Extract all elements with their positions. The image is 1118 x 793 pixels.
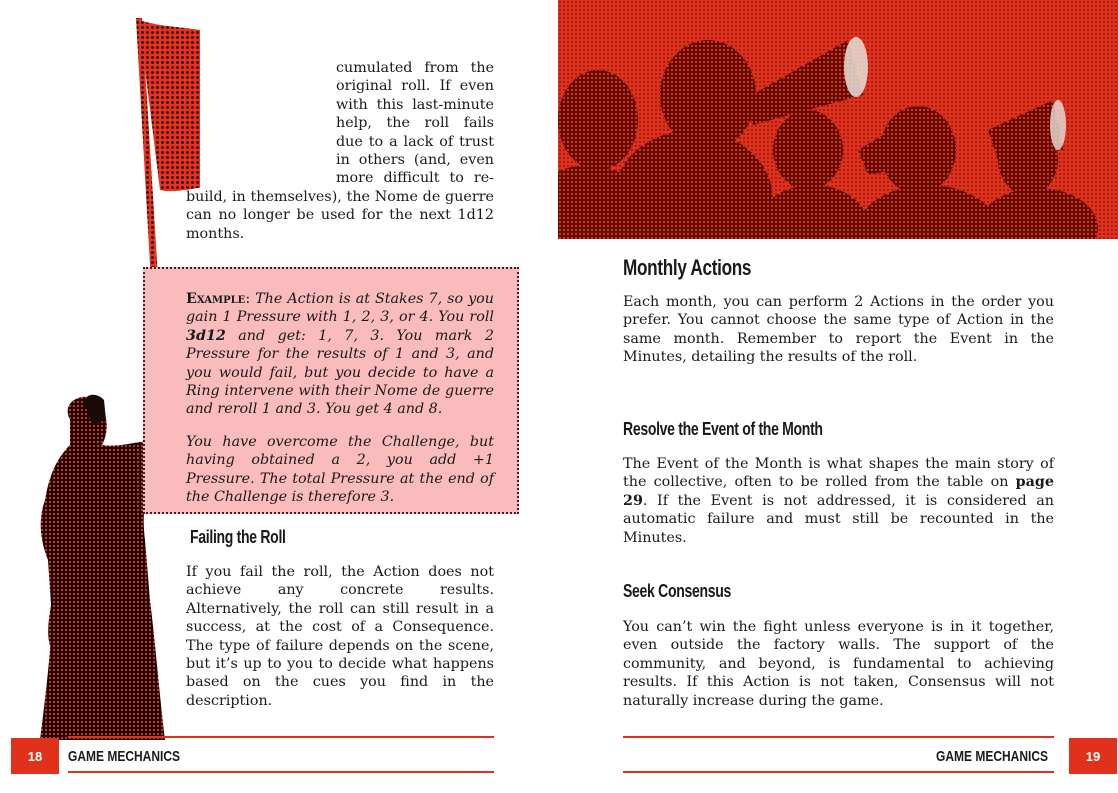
resolve-event-text-b: . If the Event is not addressed, it is considered an automatic failure and must still be recounted in the Minutes. [623, 492, 1054, 546]
intro-text: cumulated from the original roll. If even with this last-minute help, the roll fails due to a lack of trust in others (and, even more difficult to re-build, in themselves), the Nome de guerre can no longer be used for the next 1d12 months. [186, 60, 494, 242]
example-paragraph-1: Example: The Action is at Stakes 7, so you gain 1 Pressure with 1, 2, 3, or 4. You roll 3d12 and get: 1, 7, 3. You mark 2 Pressure for the results of 1 and 3, and you would fail, but you decide to have a Ring intervene with their Nome de guerre and reroll 1 and 3. You get 4 and 8. [186, 291, 494, 418]
failing-paragraph: If you fail the roll, the Action does not achieve any concrete results. Alternatively, the roll can still result in a success, at the cost of a Consequence. The type of failure depends on the scene, but it’s up to you to decide what happens based on the cues you find in the description. [186, 564, 494, 709]
example-text-1a: The Action is at Stakes 7, so you gain 1 Pressure with 1, 2, 3, or 4. You roll [186, 291, 494, 326]
intro-paragraph [186, 59, 494, 243]
resolve-event-paragraph [623, 455, 1054, 547]
failing-heading: Failing the Roll [190, 527, 286, 547]
footer-rule-bottom-right [623, 771, 1054, 773]
footer-rule-top-right [623, 736, 1054, 738]
resolve-event-text-a: The Event of the Month is what shapes the main story of the collective, often to be rolled from the table on [623, 456, 1054, 491]
example-paragraph-2 [186, 433, 494, 507]
resolve-event-page-ref: page 29 [623, 474, 1054, 509]
monthly-actions-heading: Monthly Actions [623, 255, 752, 280]
resolve-event-heading: Resolve the Event of the Month [623, 419, 823, 439]
example-label: Example [186, 291, 246, 307]
page-number-right: 19 [1069, 738, 1117, 774]
monthly-actions-paragraph: Each month, you can perform 2 Actions in the order you prefer. You cannot choose the same type of Action in the same month. Remember to report the Event in the Minutes, detailing the results of the roll. [623, 294, 1054, 366]
footer-label-right: GAME MECHANICS [935, 748, 1048, 765]
seek-consensus-heading: Seek Consensus [623, 581, 732, 601]
flag-wrap-spacer [186, 59, 336, 187]
example-text [186, 290, 494, 520]
example-text-1b: and get: 1, 7, 3. You mark 2 Pressure for the results of 1 and 3, and you would fail, but you decide to have a Ring intervene with their Nome de guerre and reroll 1 and 3. You get 4 and 8. [186, 327, 494, 418]
page-number-left: 18 [11, 738, 59, 774]
footer-rule-bottom-left [68, 771, 494, 773]
seek-consensus-paragraph: You can’t win the fight unless everyone is in it together, even outside the factory walls. The support of the community, and beyond, is fundamental to achieving results. If this Action is not taken, Consensus will not naturally increase during the game. [623, 619, 1054, 709]
example-dice: 3d12 [186, 327, 226, 344]
example-text-2: You have overcome the Challenge, but having obtained a 2, you add +1 Pressure. The total Pressure at the end of the Challenge is therefore 3. [186, 433, 494, 506]
footer-label-left: GAME MECHANICS [68, 748, 181, 765]
footer-rule-top-left [68, 736, 494, 738]
protest-megaphone-photo [558, 0, 1118, 239]
